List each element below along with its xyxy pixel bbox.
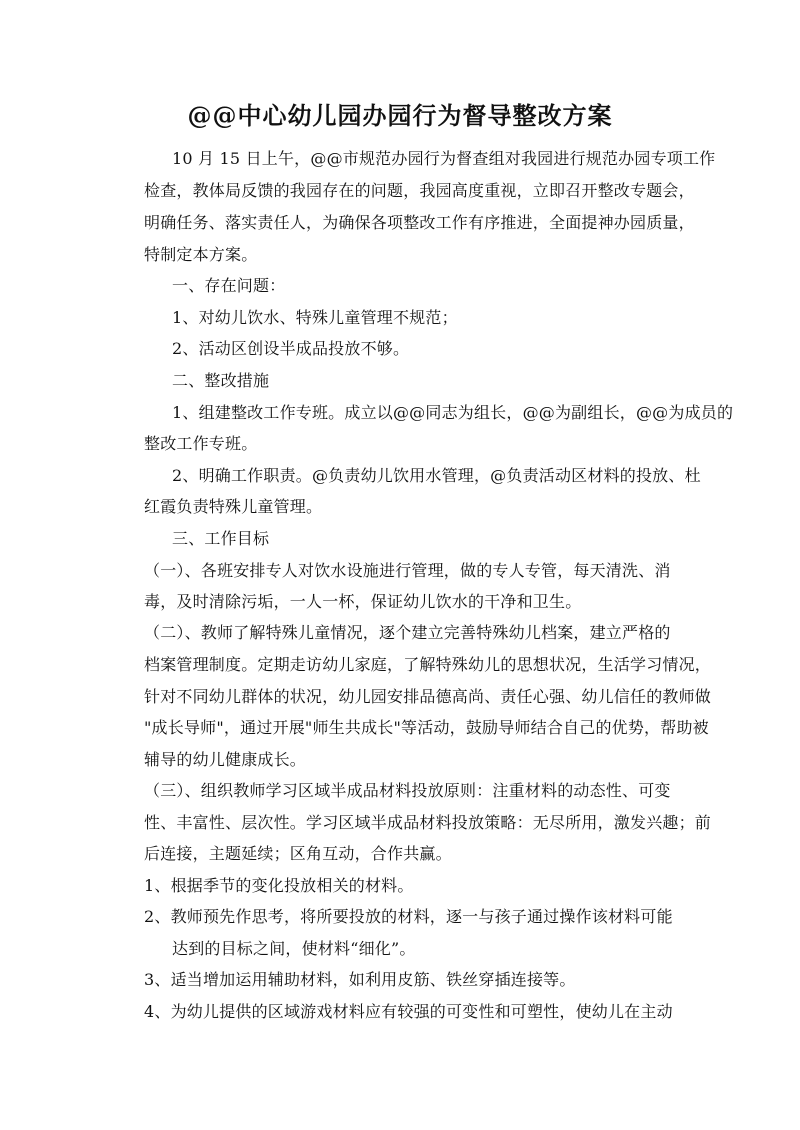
- body-line-item-3: 3、适当增加运用辅助材料，如利用皮筋、铁丝穿插连接等。: [144, 970, 576, 989]
- body-line-goal-3-cont-1: 性、丰富性、层次性。学习区域半成品材料投放策略：无尽所用，激发兴趣；前: [144, 813, 712, 832]
- body-line-measure-1: 1、组建整改工作专班。成立以@@同志为组长，@@为副组长，@@为成员的: [172, 403, 734, 422]
- body-line-goal-1: （一）、各班安排专人对饮水设施进行管理，做的专人专管，每天清洗、消: [144, 561, 671, 580]
- section-heading-problems: 一、存在问题：: [172, 276, 286, 295]
- body-line-3: 明确任务、落实责任人，为确保各项整改工作有序推进，全面提神办园质量，: [144, 213, 695, 232]
- body-line-problem-1: 1、对幼儿饮水、特殊儿童管理不规范；: [172, 308, 458, 327]
- body-line-measure-2: 2、明确工作职责。@负责幼儿饮用水管理，@负责活动区材料的投放、杜: [172, 466, 701, 485]
- body-line-goal-2-cont-1: 档案管理制度。定期走访幼儿家庭，了解特殊幼儿的思想状况，生活学习情况，: [144, 655, 712, 674]
- body-line-item-2-cont: 达到的目标之间，使材料“细化”。: [172, 939, 416, 958]
- body-line-goal-2-cont-2: 针对不同幼儿群体的状况，幼儿园安排品德高尚、责任心强、幼儿信任的教师做: [144, 687, 712, 706]
- body-line-problem-2: 2、活动区创设半成品投放不够。: [172, 339, 410, 358]
- document-title: @@中心幼儿园办园行为督导整改方案: [187, 101, 613, 130]
- body-line-item-4: 4、为幼儿提供的区域游戏材料应有较强的可变性和可塑性，使幼儿在主动: [144, 1002, 673, 1021]
- section-heading-goals: 三、工作目标: [172, 529, 270, 548]
- body-line-goal-2-cont-3: "成长导师"，通过开展"师生共成长"等活动，鼓励导师结合自己的优势，帮助被: [144, 718, 709, 737]
- body-line-item-2: 2、教师预先作思考，将所要投放的材料，逐一与孩子通过操作该材料可能: [144, 907, 673, 926]
- body-line-goal-1-cont: 毒，及时清除污垢，一人一杯，保证幼儿饮水的干净和卫生。: [144, 592, 582, 611]
- body-line-goal-3: （三）、组织教师学习区域半成品材料投放原则：注重材料的动态性、可变: [144, 781, 671, 800]
- body-line-2: 检查，教体局反馈的我园存在的问题，我园高度重视，立即召开整改专题会，: [144, 181, 695, 200]
- body-line-item-1: 1、根据季节的变化投放相关的材料。: [144, 876, 414, 895]
- body-line-goal-2: （二）、教师了解特殊儿童情况，逐个建立完善特殊幼儿档案，建立严格的: [144, 623, 671, 642]
- body-line-measure-1-cont: 整改工作专班。: [144, 434, 258, 453]
- body-line-goal-2-cont-4: 辅导的幼儿健康成长。: [144, 750, 307, 769]
- body-line-goal-3-cont-2: 后连接，主题延续；区角互动，合作共赢。: [144, 844, 452, 863]
- body-line-4: 特制定本方案。: [144, 245, 258, 264]
- body-line-1: 10 月 15 日上午，@@市规范办园行为督查组对我园进行规范办园专项工作: [172, 149, 716, 168]
- body-line-measure-2-cont: 红霞负责特殊儿童管理。: [144, 497, 323, 516]
- section-heading-measures: 二、整改措施: [172, 371, 270, 390]
